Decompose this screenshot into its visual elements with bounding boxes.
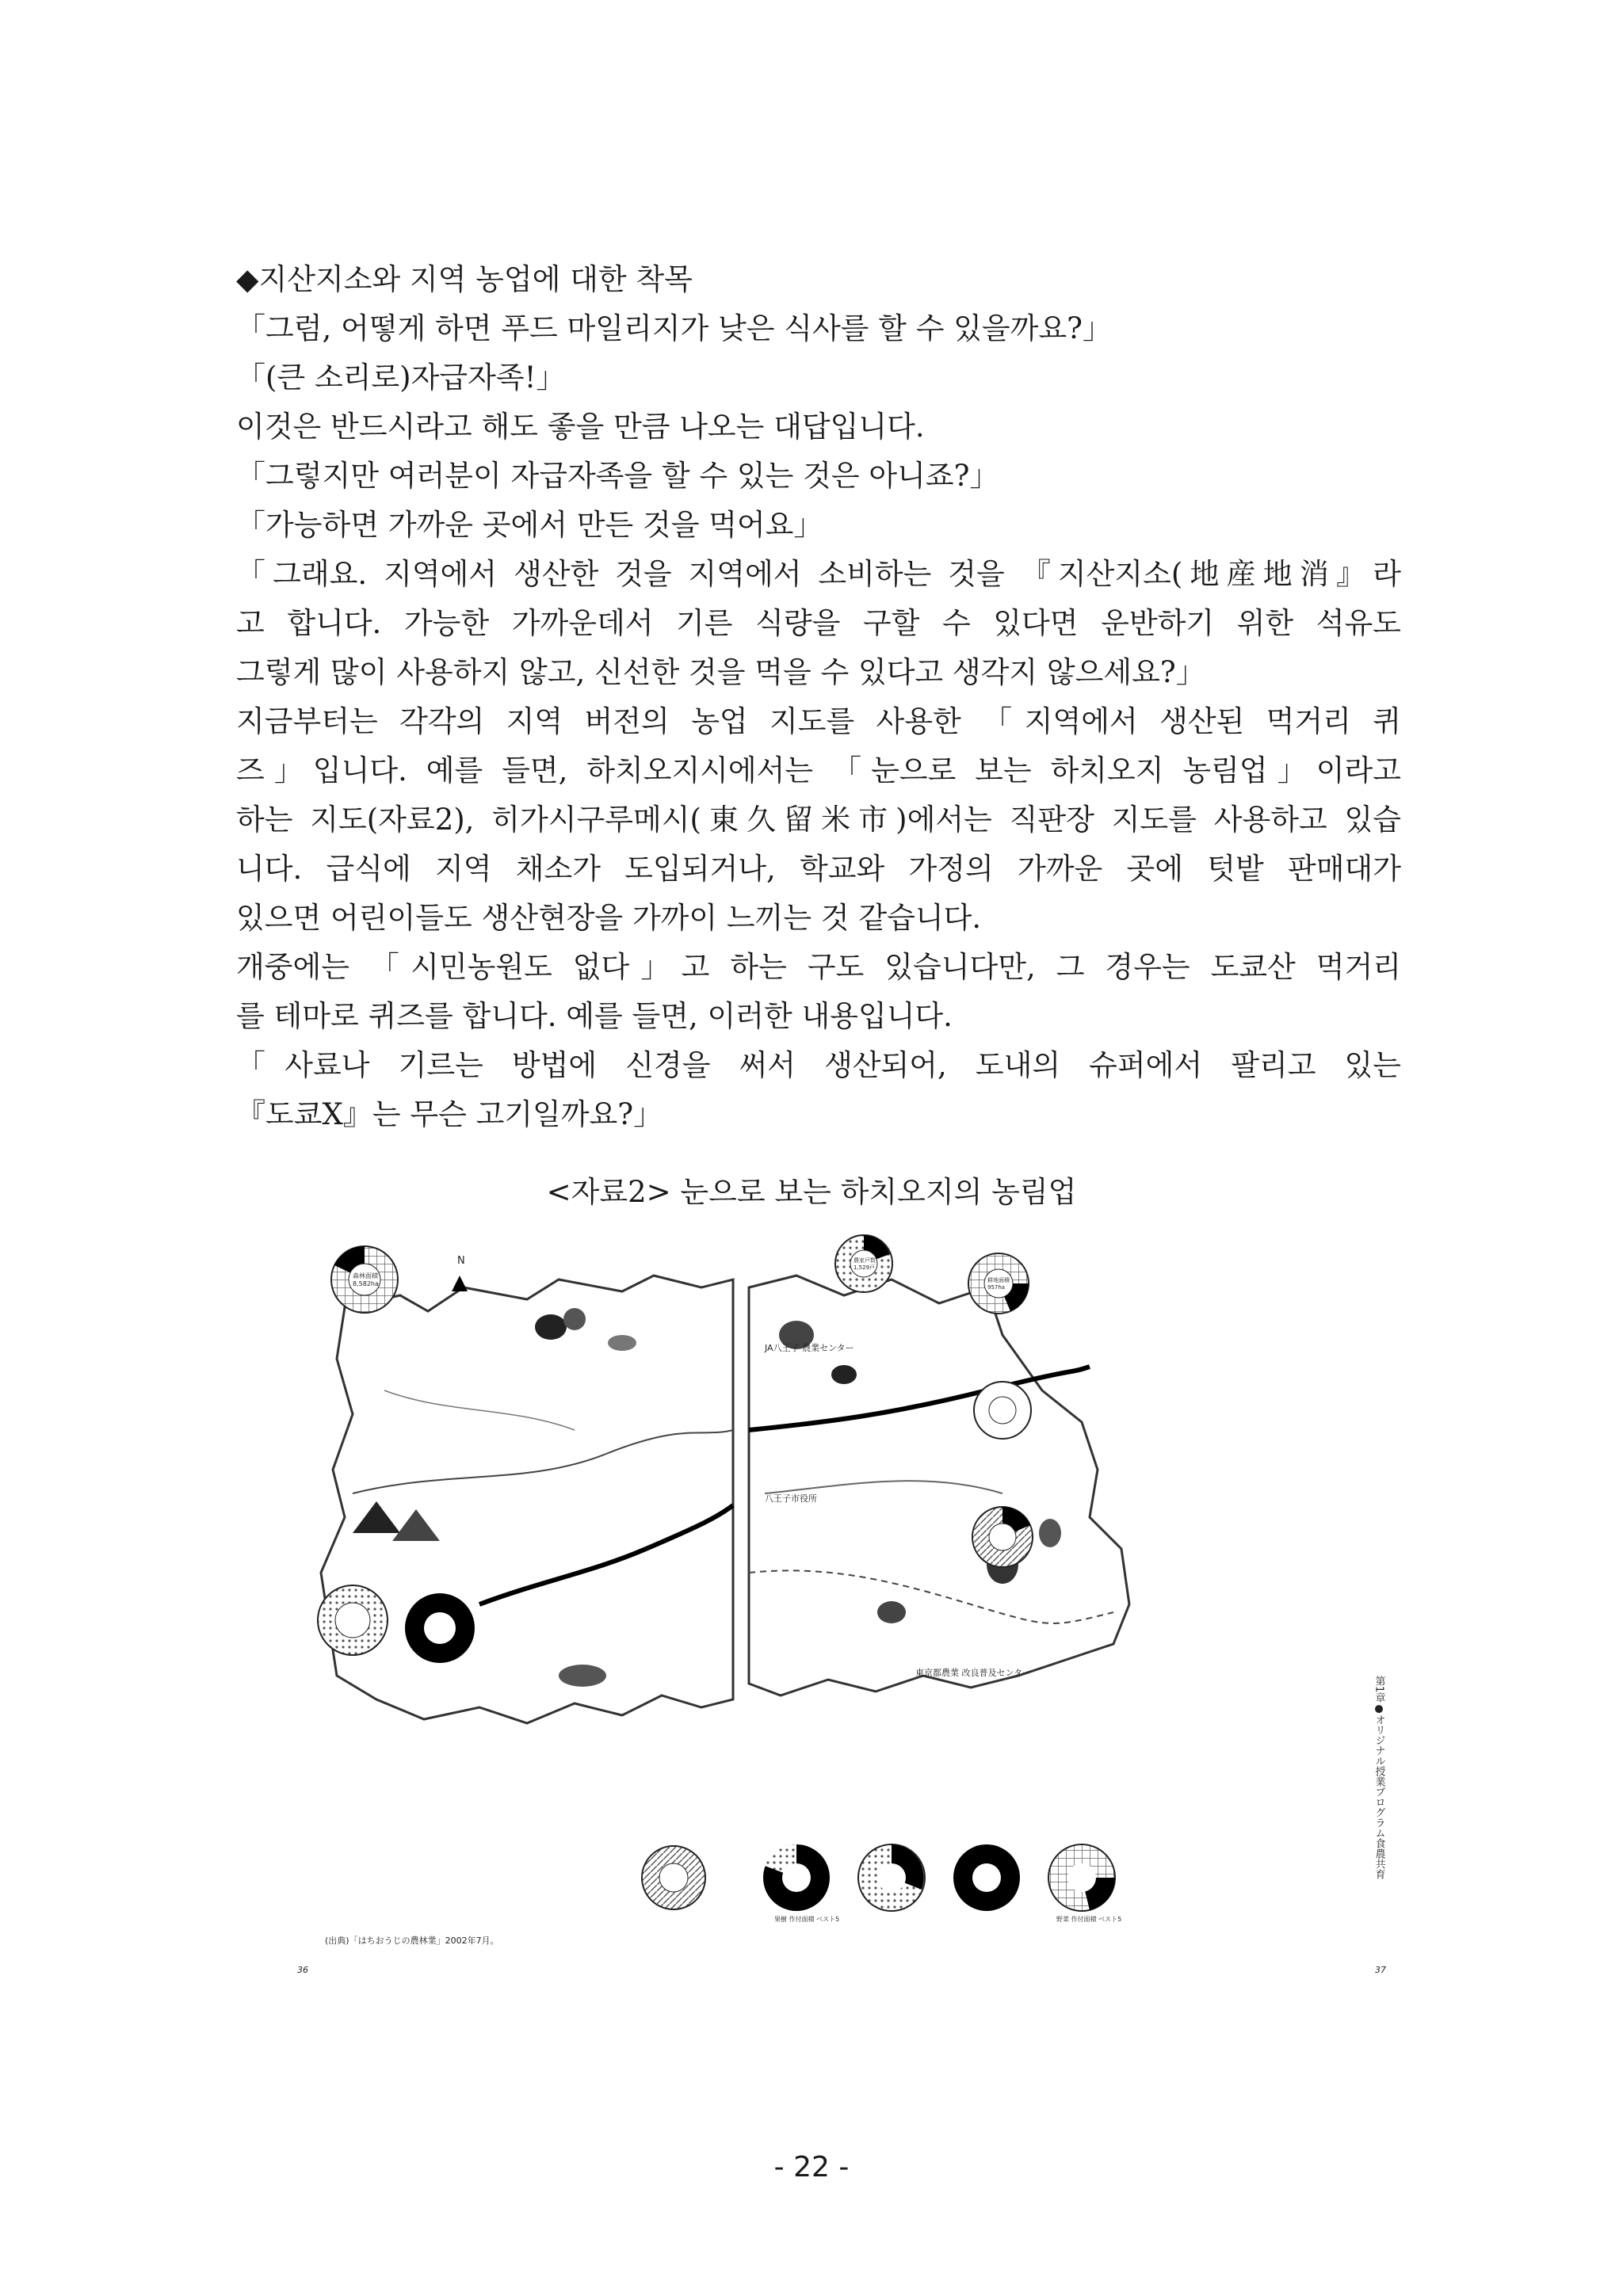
left-map-outline bbox=[321, 1276, 733, 1723]
agriculture-map-figure bbox=[289, 1232, 1391, 1981]
body-line: 이것은 반드시라고 해도 좋을 만큼 나오는 대답입니다. bbox=[236, 410, 925, 444]
hachioji-office-label: 八王子市役所 bbox=[765, 1493, 817, 1504]
veg-best5-label: 野菜 作付面積 ベスト5 bbox=[1056, 1916, 1122, 1923]
body-line: 즈」입니다. 예를 들면, 하치오지시에서는 「눈으로 보는 하치오지 농림업」이라고 bbox=[236, 753, 1401, 788]
ja-center-label: JA八王子 農業センター bbox=[765, 1343, 854, 1353]
left-page-number: 36 bbox=[297, 1965, 308, 1975]
body-line: 개중에는 「시민농원도 없다」고 하는 구도 있습니다만, 그 경우는 도쿄산 먹거리 bbox=[236, 950, 1401, 984]
body-line: 를 테마로 퀴즈를 합니다. 예를 들면, 이러한 내용입니다. bbox=[236, 999, 953, 1033]
farm-households-label: 農家戸数 bbox=[854, 1257, 876, 1264]
north-arrow-label: N bbox=[457, 1255, 465, 1267]
figure-caption: <자료2> 눈으로 보는 하치오지의 농림업 bbox=[546, 1175, 1077, 1209]
body-line: 「가능하면 가까운 곳에서 만든 것을 먹어요」 bbox=[236, 508, 823, 542]
forest-area-label: 森林面積 bbox=[353, 1272, 378, 1280]
tokyo-center-label: 東京都農業 改良普及センター bbox=[915, 1668, 1032, 1678]
body-line: 「사료나 기르는 방법에 신경을 써서 생산되어, 도내의 슈퍼에서 팔리고 있는 bbox=[236, 1048, 1401, 1082]
body-line: 『도쿄X』는 무슨 고기일까요?」 bbox=[236, 1097, 663, 1131]
body-line: 「그럼, 어떻게 하면 푸드 마일리지가 낮은 식사를 할 수 있을까요?」 bbox=[236, 311, 1112, 345]
farmland-label: 耕地面積 bbox=[987, 1277, 1010, 1283]
forest-area-value: 8,582ha bbox=[353, 1280, 379, 1287]
body-line: 「(큰 소리로)자급자족!」 bbox=[236, 360, 566, 395]
page-number: - 22 - bbox=[773, 2151, 850, 2183]
body-line: 「그렇지만 여러분이 자급자족을 할 수 있는 것은 아니죠?」 bbox=[236, 459, 999, 493]
body-text bbox=[236, 255, 1401, 1139]
farmland-value: 957ha bbox=[987, 1284, 1006, 1291]
body-line: 고 합니다. 가능한 가까운데서 기른 식량을 구할 수 있다면 운반하기 위한 석유도 bbox=[236, 606, 1401, 640]
source-note: (出典)「はちおうじの農林業」2002年7月。 bbox=[325, 1936, 499, 1946]
body-line: 있으면 어린이들도 생산현장을 가까이 느끼는 것 같습니다. bbox=[236, 901, 982, 935]
farm-households-value: 1,529戸 bbox=[854, 1264, 876, 1271]
body-line: 니다. 급식에 지역 채소가 도입되거나, 학교와 가정의 가까운 곳에 텃밭 판매대가 bbox=[236, 852, 1401, 886]
body-line: 지금부터는 각각의 지역 버전의 농업 지도를 사용한 「지역에서 생산된 먹거리 퀴 bbox=[236, 704, 1401, 738]
right-page-number: 37 bbox=[1375, 1965, 1386, 1975]
body-line: 그렇게 많이 사용하지 않고, 신선한 것을 먹을 수 있다고 생각지 않으세요?」 bbox=[236, 655, 1205, 689]
body-line: 「그래요. 지역에서 생산한 것을 지역에서 소비하는 것을 『지산지소(地産地消』라 bbox=[236, 557, 1401, 591]
body-line: 하는 지도(자료2), 히가시구루메시(東久留米市)에서는 직판장 지도를 사용하고 있습 bbox=[236, 803, 1401, 837]
fruit-best5-label: 果樹 作付面積 ベスト5 bbox=[774, 1916, 840, 1923]
map-illustration bbox=[289, 1232, 1391, 1981]
side-chapter-title: 第1章●オリジナル授業プログラム食農共育 bbox=[1373, 1676, 1385, 1880]
section-heading: ◆지산지소와 지역 농업에 대한 착목 bbox=[236, 262, 693, 296]
